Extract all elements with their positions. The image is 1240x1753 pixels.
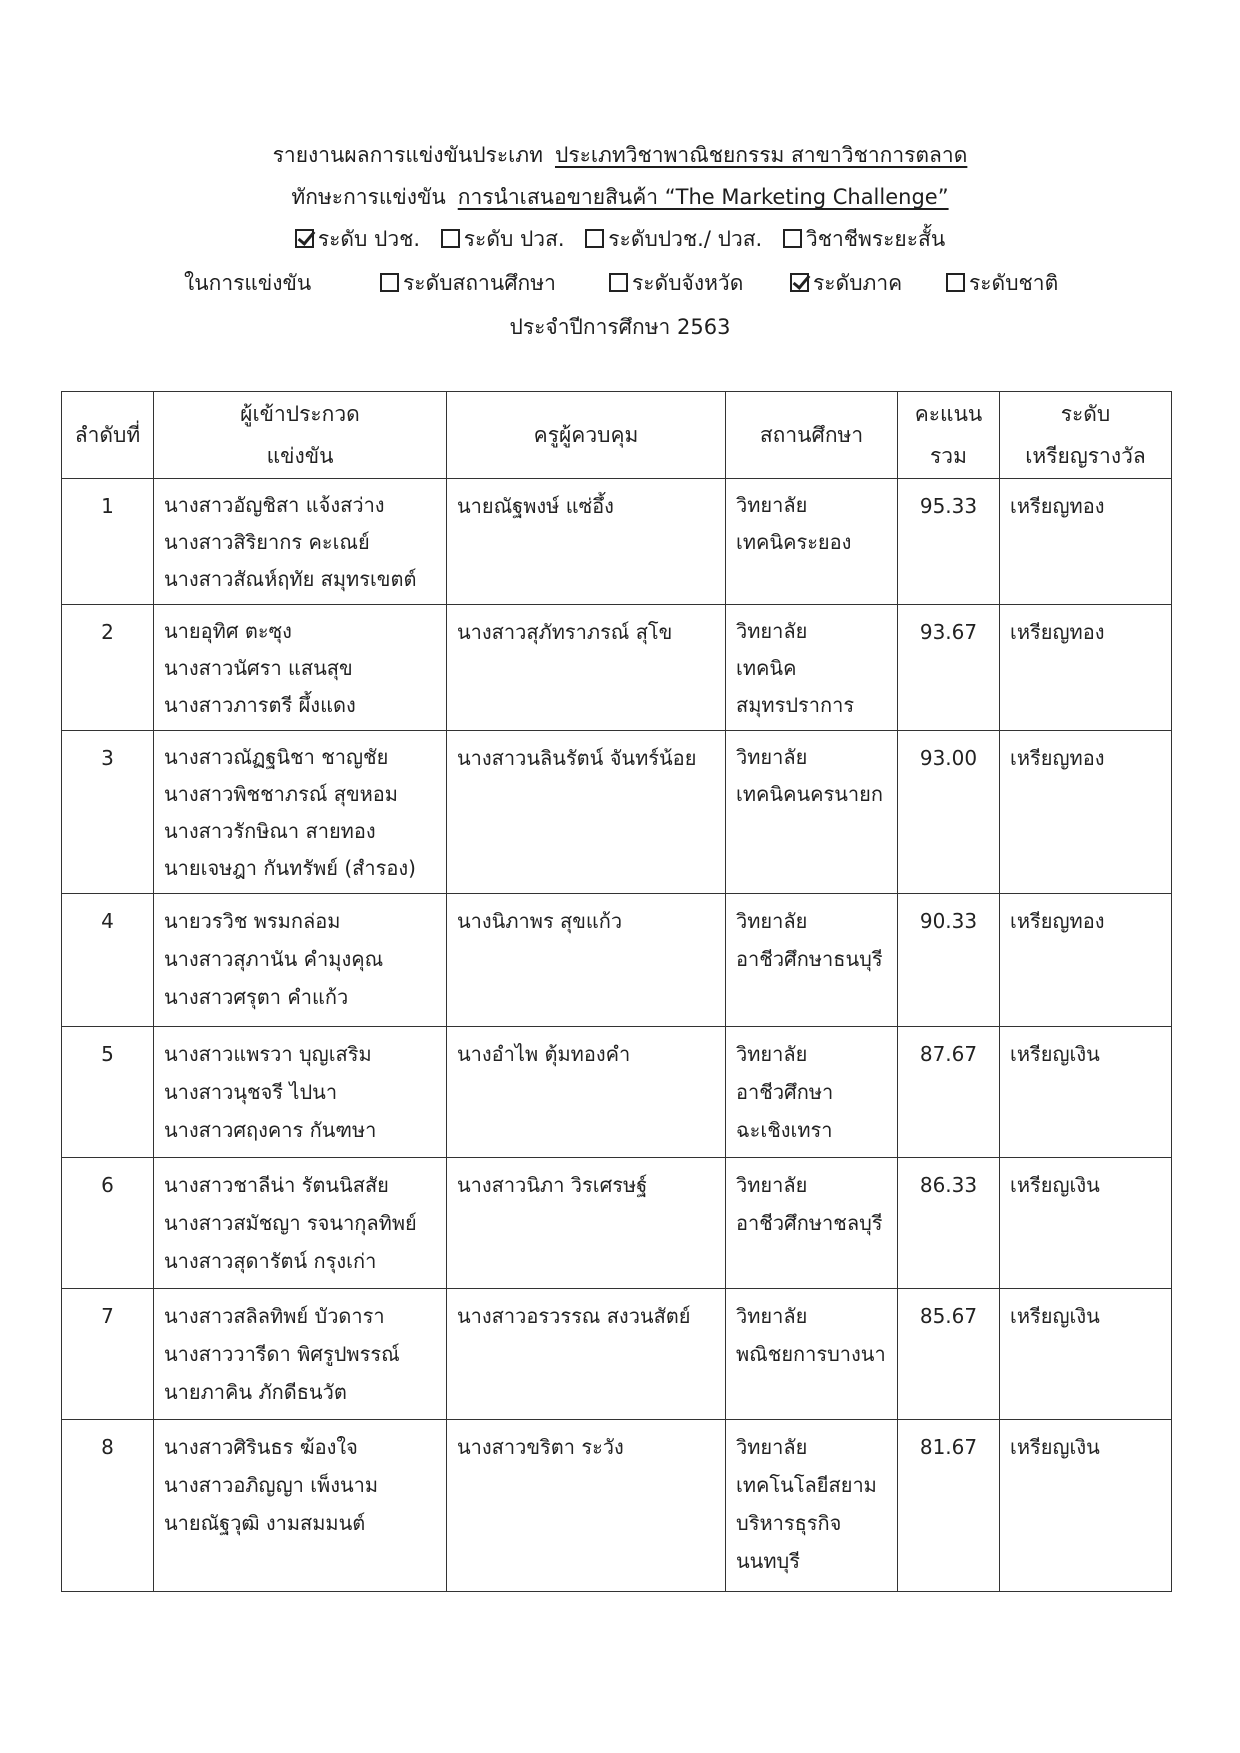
level-option-label: ระดับปวช./ ปวส.: [608, 227, 763, 251]
teacher-name: นางสาวนลินรัตน์ จันทร์น้อย: [457, 746, 697, 770]
rank-value: 3: [101, 746, 114, 770]
school-line: วิทยาลัย: [736, 909, 808, 933]
checkbox-icon: [295, 229, 314, 248]
score-cell: [898, 479, 1000, 605]
teacher-name: นายณัฐพงษ์ แซ่อึ้ง: [457, 494, 614, 518]
checkbox-icon: [790, 273, 809, 292]
contestant-name: นายณัฐวุฒิ งามสมมนต์: [164, 1511, 366, 1535]
award-cell: [1000, 731, 1172, 894]
contestant-name: นางสาวรักษิณา สายทอง: [164, 819, 376, 843]
column-header-score: [898, 392, 1000, 479]
table-row: [62, 1158, 1172, 1289]
school-cell: [726, 1420, 898, 1592]
contestants-cell: [154, 731, 447, 894]
level-option-label: วิชาชีพระยะสั้น: [805, 227, 946, 251]
contestants-cell: [154, 605, 447, 731]
competition-level-row: [0, 268, 1240, 298]
contestant-name: นางสาวนุชจรี ไปนา: [164, 1080, 338, 1104]
school-cell: [726, 1158, 898, 1289]
table-row: [62, 731, 1172, 894]
rank-cell: [62, 731, 154, 894]
award-value: เหรียญทอง: [1010, 909, 1105, 933]
contestant-name: นางสาวณัฏฐนิชา ชาญชัย: [164, 745, 389, 769]
rank-value: 6: [101, 1173, 114, 1197]
score-cell: [898, 1027, 1000, 1158]
academic-year: ประจำปีการศึกษา 2563: [509, 315, 731, 339]
contestant-name: นางสาวสลิลทิพย์ บัวดารา: [164, 1304, 385, 1328]
school-line: วิทยาลัย: [736, 493, 808, 517]
award-cell: [1000, 479, 1172, 605]
checkbox-icon: [380, 273, 399, 292]
column-header-award: [1000, 392, 1172, 479]
rank-cell: [62, 479, 154, 605]
column-header-line: ผู้เข้าประกวด: [240, 402, 360, 426]
teacher-name: นางสาวนิภา วิรเศรษฐ์: [457, 1173, 648, 1197]
teacher-cell: [447, 479, 726, 605]
teacher-cell: [447, 1158, 726, 1289]
school-line: อาชีวศึกษาชลบุรี: [736, 1211, 883, 1235]
award-cell: [1000, 1420, 1172, 1592]
contestant-name: นางสาวอภิญญา เพ็งนาม: [164, 1473, 379, 1497]
table-header-row: [62, 392, 1172, 479]
teacher-name: นางสาวสุภัทราภรณ์ สุโข: [457, 620, 673, 644]
teacher-cell: [447, 1027, 726, 1158]
school-line: เทคนิค: [736, 656, 797, 680]
school-cell: [726, 1027, 898, 1158]
score-value: 85.67: [919, 1304, 978, 1328]
contestant-name: นางสาวสุดารัตน์ กรุงเก่า: [164, 1249, 377, 1273]
school-cell: [726, 894, 898, 1027]
contestant-name: นายอุทิศ ตะซุง: [164, 619, 292, 643]
score-value: 90.33: [919, 909, 978, 933]
award-value: เหรียญเงิน: [1010, 1304, 1100, 1328]
contestant-name: นางสาวศฤงคาร กันฑษา: [164, 1118, 377, 1142]
column-header-school: สถานศึกษา: [726, 392, 898, 479]
report-type-label: รายงานผลการแข่งขันประเภท: [272, 143, 543, 167]
score-value: 93.67: [919, 620, 978, 644]
teacher-cell: [447, 605, 726, 731]
score-cell: [898, 1158, 1000, 1289]
school-cell: [726, 731, 898, 894]
school-line: วิทยาลัย: [736, 619, 808, 643]
contestant-name: นายภาคิน ภักดีธนวัต: [164, 1380, 347, 1404]
skill-line: [0, 182, 1240, 212]
award-cell: [1000, 1027, 1172, 1158]
school-line: เทคนิคระยอง: [736, 530, 852, 554]
school-line: วิทยาลัย: [736, 745, 808, 769]
teacher-name: นางสาวขริตา ระวัง: [457, 1435, 624, 1459]
table-row: [62, 605, 1172, 731]
contestant-name: นางสาวสุภานัน คำมุงคุณ: [164, 947, 384, 971]
skill-value: การนำเสนอขายสินค้า “The Marketing Challenge”: [457, 185, 949, 209]
award-value: เหรียญทอง: [1010, 494, 1105, 518]
contestant-name: นางสาวพิชชาภรณ์ สุขหอม: [164, 782, 398, 806]
level-option-short-course: [783, 224, 945, 254]
teacher-cell: [447, 1289, 726, 1420]
award-cell: [1000, 894, 1172, 1027]
competition-option-national: [946, 268, 1058, 298]
school-line: เทคโนโลยีสยาม: [736, 1473, 877, 1497]
award-cell: [1000, 1289, 1172, 1420]
school-line: นนทบุรี: [736, 1549, 800, 1573]
competition-option-label: ระดับสถานศึกษา: [403, 271, 556, 295]
teacher-name: นางอำไพ ตุ้มทองคำ: [457, 1042, 631, 1066]
competition-option-region: [790, 268, 902, 298]
school-line: อาชีวศึกษา: [736, 1080, 834, 1104]
column-header-line: แข่งขัน: [266, 444, 334, 468]
school-line: สมุทรปราการ: [736, 693, 855, 717]
rank-cell: [62, 1027, 154, 1158]
contestant-name: นางสาววารีดา พิศรูปพรรณ์: [164, 1342, 400, 1366]
report-title-line: [0, 140, 1240, 170]
checkbox-icon: [585, 229, 604, 248]
table-row: [62, 1027, 1172, 1158]
competition-option-label: ระดับชาติ: [969, 271, 1059, 295]
teacher-cell: [447, 1420, 726, 1592]
contestants-cell: [154, 479, 447, 605]
rank-value: 2: [101, 620, 114, 644]
teacher-name: นางนิภาพร สุขแก้ว: [457, 909, 623, 933]
school-cell: [726, 1289, 898, 1420]
contestant-name: นางสาวศิรินธร ฆ้องใจ: [164, 1435, 358, 1459]
contestants-cell: [154, 1158, 447, 1289]
school-cell: [726, 605, 898, 731]
contestant-name: นายเจษฎา กันทรัพย์ (สำรอง): [164, 856, 416, 880]
column-header-line: คะแนน: [914, 402, 983, 426]
contestant-name: นางสาวสัณห์ฤทัย สมุทรเขตต์: [164, 567, 417, 591]
contestant-name: นางสาวสมัชญา รจนากุลทิพย์: [164, 1211, 417, 1235]
contestant-name: นางสาวศรุตา คำแก้ว: [164, 985, 349, 1009]
column-header-line: เหรียญรางวัล: [1025, 444, 1146, 468]
column-header-line: ระดับ: [1060, 402, 1111, 426]
score-cell: [898, 605, 1000, 731]
school-line: วิทยาลัย: [736, 1042, 808, 1066]
table-row: [62, 1289, 1172, 1420]
column-header-rank: ลำดับที่: [62, 392, 154, 479]
school-line: เทคนิคนครนายก: [736, 782, 883, 806]
level-options: [0, 224, 1240, 254]
school-line: อาชีวศึกษาธนบุรี: [736, 947, 883, 971]
school-line: บริหารธุรกิจ: [736, 1511, 842, 1535]
table-row: [62, 479, 1172, 605]
contestants-cell: [154, 1420, 447, 1592]
rank-value: 5: [101, 1042, 114, 1066]
rank-value: 4: [101, 909, 114, 933]
rank-cell: [62, 605, 154, 731]
score-value: 87.67: [919, 1042, 978, 1066]
score-value: 86.33: [919, 1173, 978, 1197]
rank-cell: [62, 1158, 154, 1289]
score-cell: [898, 894, 1000, 1027]
competition-option-province: [609, 268, 743, 298]
school-line: ฉะเชิงเทรา: [736, 1118, 833, 1142]
score-cell: [898, 1289, 1000, 1420]
contestants-cell: [154, 1027, 447, 1158]
report-type-value: ประเภทวิชาพาณิชยกรรม สาขาวิชาการตลาด: [554, 143, 968, 167]
competition-option-school: [380, 268, 556, 298]
score-value: 95.33: [919, 494, 978, 518]
checkbox-icon: [946, 273, 965, 292]
contestant-name: นางสาวอัญชิสา แจ้งสว่าง: [164, 493, 385, 517]
column-header-teacher: ครูผู้ควบคุม: [447, 392, 726, 479]
contestant-name: นางสาวสิริยากร คะเณย์: [164, 530, 370, 554]
level-option-higher-vocational: [441, 224, 565, 254]
rank-cell: [62, 1289, 154, 1420]
school-line: วิทยาลัย: [736, 1435, 808, 1459]
school-cell: [726, 479, 898, 605]
rank-value: 8: [101, 1435, 114, 1459]
competition-label: ในการแข่งขัน: [184, 271, 312, 295]
rank-value: 1: [101, 494, 114, 518]
teacher-cell: [447, 731, 726, 894]
award-value: เหรียญทอง: [1010, 746, 1105, 770]
checkbox-icon: [441, 229, 460, 248]
contestant-name: นางสาวแพรวา บุญเสริม: [164, 1042, 372, 1066]
skill-label: ทักษะการแข่งขัน: [291, 185, 446, 209]
teacher-name: นางสาวอรวรรณ สงวนสัตย์: [457, 1304, 691, 1328]
school-line: วิทยาลัย: [736, 1304, 808, 1328]
rank-value: 7: [101, 1304, 114, 1328]
contestant-name: นางสาวชาลีน่า รัตนนิสสัย: [164, 1173, 389, 1197]
checkbox-icon: [783, 229, 802, 248]
score-value: 93.00: [919, 746, 978, 770]
column-header-contestants: [154, 392, 447, 479]
table-row: [62, 894, 1172, 1027]
rank-cell: [62, 894, 154, 1027]
competition-option-label: ระดับจังหวัด: [632, 271, 744, 295]
school-line: พณิชยการบางนา: [736, 1342, 886, 1366]
teacher-cell: [447, 894, 726, 1027]
award-cell: [1000, 605, 1172, 731]
contestant-name: นายวรวิช พรมกล่อม: [164, 909, 341, 933]
level-option-label: ระดับ ปวช.: [317, 227, 421, 251]
score-cell: [898, 1420, 1000, 1592]
award-value: เหรียญทอง: [1010, 620, 1105, 644]
award-value: เหรียญเงิน: [1010, 1173, 1100, 1197]
contestants-cell: [154, 1289, 447, 1420]
contestants-cell: [154, 894, 447, 1027]
level-option-vocational: [295, 224, 420, 254]
award-value: เหรียญเงิน: [1010, 1435, 1100, 1459]
level-option-label: ระดับ ปวส.: [463, 227, 565, 251]
score-cell: [898, 731, 1000, 894]
checkbox-icon: [609, 273, 628, 292]
contestant-name: นางสาวนัศรา แสนสุข: [164, 656, 353, 680]
level-option-both: [585, 224, 762, 254]
award-value: เหรียญเงิน: [1010, 1042, 1100, 1066]
column-header-line: รวม: [930, 444, 967, 468]
school-line: วิทยาลัย: [736, 1173, 808, 1197]
results-table: [61, 391, 1172, 1592]
score-value: 81.67: [919, 1435, 978, 1459]
award-cell: [1000, 1158, 1172, 1289]
rank-cell: [62, 1420, 154, 1592]
competition-option-label: ระดับภาค: [813, 271, 903, 295]
contestant-name: นางสาวภารตรี ผึ้งแดง: [164, 693, 356, 717]
table-row: [62, 1420, 1172, 1592]
